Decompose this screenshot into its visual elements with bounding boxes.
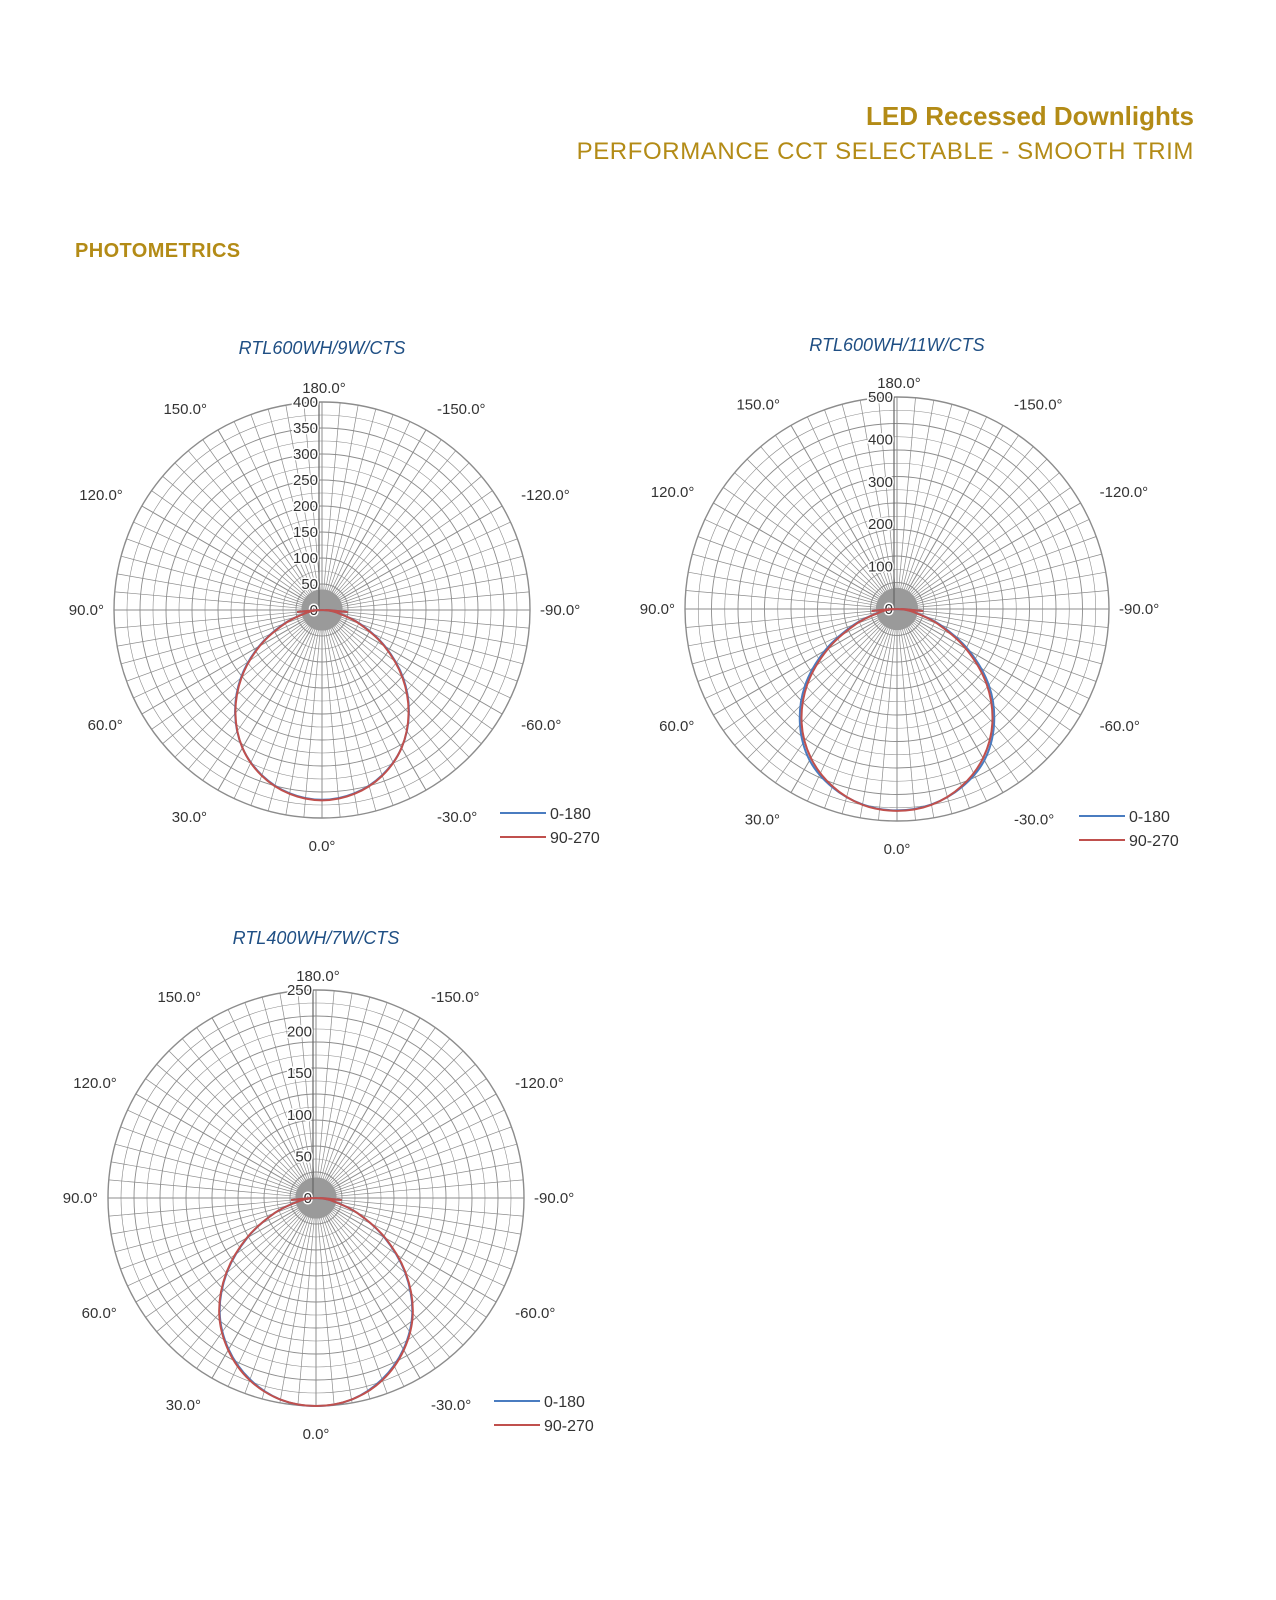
grid-spoke [692,614,876,663]
angle-label: 0.0° [302,1426,330,1443]
legend-label-90-270: 90-270 [544,1418,594,1435]
grid-spoke [304,631,320,817]
radial-tick-label: 150 [286,1065,312,1083]
polar-chart-2-svg [605,318,1215,878]
angle-label: 60.0° [87,717,123,734]
grid-spoke [791,627,886,792]
angle-label: 150.0° [163,400,207,418]
grid-spoke [333,1210,486,1317]
angle-label: -150.0° [431,988,480,1006]
grid-spoke [343,612,529,628]
polar-chart-1-svg [30,320,620,880]
grid-spoke [909,626,1018,782]
radial-tick-label: 100 [292,550,318,567]
angle-label: -30.0° [437,809,478,827]
polar-chart-2 [605,318,1215,878]
radial-tick-label: 400 [867,431,893,449]
grid-spoke [169,1051,301,1183]
angle-label: -60.0° [515,1305,556,1322]
angle-label: 30.0° [744,811,780,829]
angle-label: -150.0° [1014,396,1063,414]
grid-spoke [686,591,876,608]
radial-tick-label: 300 [292,446,318,463]
angle-label: 30.0° [171,809,207,827]
grid-spoke [902,629,951,813]
grid-spoke [723,487,879,596]
grid-spoke [115,1203,296,1251]
grid-spoke [909,435,1018,591]
angle-label: 90.0° [68,602,104,619]
grid-spoke [336,1144,517,1192]
polar-chart-1 [30,320,620,880]
grid-spoke [152,622,305,729]
grid-spoke [318,1219,334,1405]
grid-spoke [109,1180,295,1196]
grid-spoke [917,554,1101,603]
chart-title: RTL400WH/7W/CTS [232,928,400,948]
radial-tick-label: 150 [292,524,318,541]
grid-spoke [879,630,896,820]
radial-tick-label: 50 [295,1148,312,1166]
grid-spoke [902,404,951,588]
legend-label-90-270: 90-270 [550,830,600,847]
grid-spoke [268,630,316,811]
grid-spoke [328,1028,435,1181]
grid-spoke [334,440,441,593]
grid-spoke [686,611,876,628]
angle-label: 30.0° [165,1397,201,1415]
grid-spoke [169,1213,301,1345]
grid-spoke [908,425,1003,590]
radial-tick-label: 50 [301,576,318,593]
grid-spoke [692,554,876,603]
grid-spoke [339,491,492,598]
radial-tick-label: 250 [292,472,318,489]
angle-label: 180.0° [877,375,921,392]
angle-label: 0.0° [308,838,336,855]
grid-spoke [912,459,1047,594]
grid-spoke [337,463,469,595]
grid-spoke [331,1213,463,1345]
grid-spoke [121,615,302,663]
grid-spoke [337,1180,523,1196]
grid-spoke [197,1028,304,1181]
angle-label: 0.0° [883,841,911,858]
radial-tick-label: 200 [867,516,893,534]
grid-spoke [343,592,529,608]
angle-label: 90.0° [62,1190,98,1207]
grid-spoke [918,591,1108,608]
radial-tick-label: 500 [867,389,893,406]
legend-label-0-180: 0-180 [1129,809,1170,826]
grid-spoke [899,630,916,820]
angle-label: 60.0° [81,1305,117,1322]
angle-label: 150.0° [736,396,780,414]
section-heading-photometrics: PHOTOMETRICS [75,240,241,262]
grid-spoke [109,1200,295,1216]
document-subtitle: PERFORMANCE CCT SELECTABLE - SMOOTH TRIM [576,138,1194,165]
angle-label: 90.0° [639,601,675,618]
grid-spoke [146,1210,299,1317]
grid-spoke [152,491,305,598]
angle-label: 60.0° [659,718,695,735]
polar-chart-3-svg [24,910,614,1470]
document-title: LED Recessed Downlights [866,101,1194,131]
grid-spoke [342,556,523,604]
legend-label-90-270: 90-270 [1129,833,1179,850]
grid-spoke [321,1218,369,1399]
grid-spoke [337,625,469,757]
grid-spoke [915,620,1080,715]
grid-spoke [121,556,302,604]
angle-label: -30.0° [431,1397,472,1415]
grid-spoke [327,630,375,811]
grid-spoke [775,626,884,782]
grid-spoke [339,622,492,729]
angle-label: -60.0° [1099,718,1140,735]
grid-spoke [336,1203,517,1251]
radial-tick-label: 350 [292,420,318,437]
grid-spoke [333,1079,486,1186]
grid-spoke [324,403,340,589]
radial-tick-label: 0 [303,1190,312,1207]
radial-tick-label: 100 [867,558,893,576]
grid-spoke [146,1079,299,1186]
radial-tick-label: 300 [867,473,893,491]
grid-spoke [197,1215,304,1368]
radial-tick-label: 250 [286,982,312,999]
legend-label-0-180: 0-180 [544,1394,585,1411]
grid-spoke [175,463,307,595]
angle-label: -90.0° [540,602,581,619]
angle-label: -120.0° [1099,484,1149,501]
angle-label: 120.0° [73,1075,117,1092]
grid-spoke [713,503,878,598]
polar-chart-3 [24,910,614,1470]
grid-spoke [713,620,878,715]
grid-spoke [747,459,882,594]
grid-spoke [899,398,916,588]
grid-spoke [318,991,334,1177]
grid-spoke [327,409,375,590]
angle-label: -90.0° [1119,601,1160,618]
grid-spoke [914,487,1070,596]
radial-tick-label: 0 [884,601,893,618]
radial-tick-label: 400 [292,394,318,411]
angle-label: 120.0° [650,484,695,501]
angle-label: 180.0° [296,968,340,985]
angle-label: 120.0° [79,487,123,504]
grid-spoke [842,629,891,813]
radial-tick-label: 200 [292,498,318,515]
grid-spoke [321,997,369,1178]
radial-tick-label: 200 [286,1023,312,1041]
grid-spoke [115,592,301,608]
grid-spoke [115,1144,296,1192]
grid-spoke [747,624,882,759]
angle-label: -30.0° [1014,811,1055,829]
radial-tick-label: 100 [286,1106,312,1124]
grid-spoke [337,1200,523,1216]
grid-spoke [328,1215,435,1368]
grid-spoke [331,1051,463,1183]
grid-spoke [342,615,523,663]
legend-label-0-180: 0-180 [550,806,591,823]
radial-tick-label: 0 [309,602,318,619]
grid-spoke [908,627,1003,792]
grid-spoke [912,624,1047,759]
chart-title: RTL600WH/11W/CTS [809,335,985,355]
grid-spoke [915,503,1080,598]
grid-spoke [262,1218,310,1399]
angle-label: -120.0° [521,487,570,504]
grid-spoke [324,631,340,817]
grid-spoke [918,611,1108,628]
angle-label: -150.0° [437,400,486,418]
angle-label: -90.0° [534,1190,575,1207]
grid-spoke [115,612,301,628]
angle-label: -60.0° [521,717,562,734]
grid-spoke [917,614,1101,663]
angle-label: 150.0° [157,988,201,1006]
grid-spoke [175,625,307,757]
chart-title: RTL600WH/9W/CTS [238,338,406,358]
angle-label: 180.0° [302,380,346,397]
grid-spoke [298,1219,314,1405]
angle-label: -120.0° [515,1075,564,1092]
